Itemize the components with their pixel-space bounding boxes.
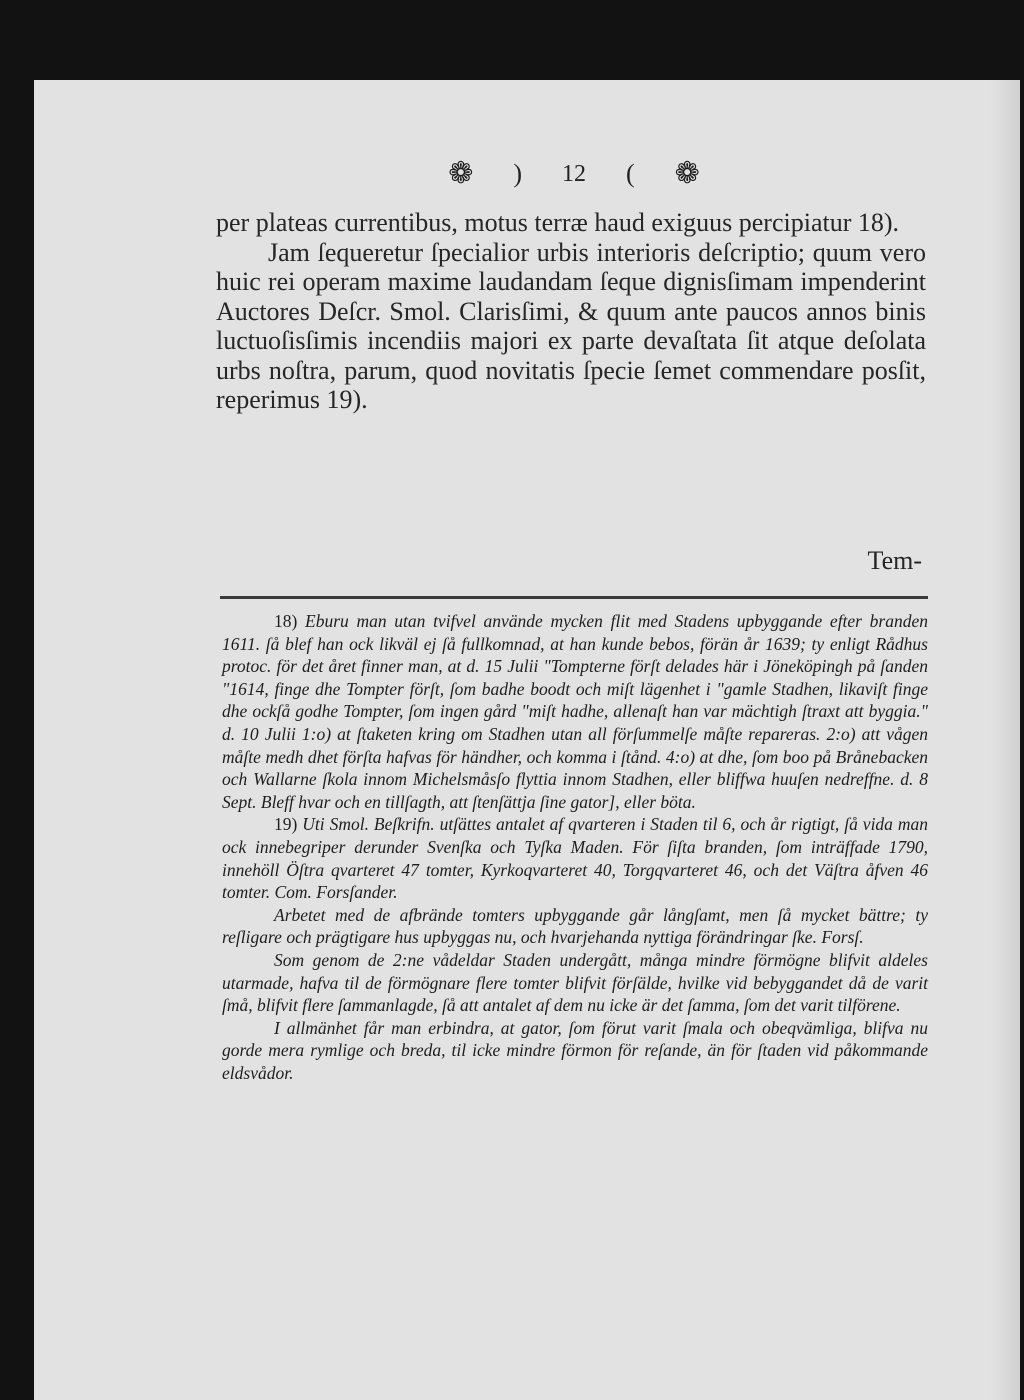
footnote-19-text: Uti Smol. Beſkrifn. utſättes antalet af qvarteren i Staden til 6, och år rigtigt, ſå vida man ock innebegriper derunder Svenſka och Tyſka Maden. För ſiſta branden, ſom inträffade 1790, innehöll Öſtra qvarteret 47 tomter, Kyrkoqvarteret 40, Torgqvarteret 46, och det Väſtra åfven 46 tomter. Com. Forsſander.: [222, 814, 929, 903]
page-number: 12: [562, 160, 586, 187]
catchword: Tem-: [867, 546, 922, 575]
footnote-19: [222, 813, 928, 903]
footnote-rule: [220, 596, 928, 599]
left-bracket: ): [513, 159, 522, 188]
footnote-18-number: 18): [274, 611, 298, 631]
footnote-19-paragraph-2: Arbetet med de afbrände tomters upbyggande går långſamt, men ſå mycket bättre; ty reſligare och prägtigare hus upbyggas nu, och hvarjehanda nyttiga förändringar ſke. Forsſ.: [222, 904, 928, 948]
left-ornament-icon: ❁: [448, 157, 474, 190]
running-head: [394, 156, 754, 192]
footnote-19-number: 19): [274, 814, 298, 835]
footnote-19-paragraph-4: I allmänhet får man erbindra, at gator, ſom förut varit ſmala och obeqvämliga, blifva nu gorde mera rymlige och breda, til icke mindre förmon för reſande, än för ſtaden vid påkommande eldsvådor.: [222, 1017, 928, 1083]
right-bracket: (: [626, 159, 635, 188]
right-ornament-icon: ❁: [674, 157, 700, 190]
book-page: [34, 80, 1020, 1400]
footnote-18: [222, 610, 928, 813]
footnote-19-paragraph-3: Som genom de 2:ne vådeldar Staden undergått, många mindre förmögne blifvit aldeles utarmade, hafva til de förmögnare flere tomter blifvit förſälde, hvilke vid bebyggandet då de varit ſmå, blifvit flere ſammanlagde, ſå att antalet af dem nu icke är det ſamma, ſom det varit tilförene.: [222, 949, 928, 1016]
page-shadow: [990, 80, 1020, 1400]
footnotes: [222, 610, 928, 1084]
paragraph-2: Jam ſequeretur ſpecialior urbis interioris deſcriptio; quum vero huic rei operam maxime laudandam ſeque dignisſimam impenderint Auctores Deſcr. Smol. Clarisſimi, & quum ante paucos annos binis luctuoſisſimis incendiis majori ex parte devaſtata ſit atque deſolata urbs noſtra, parum, quod novitatis ſpecie ſemet commendare posſit, reperimus 19).: [216, 237, 926, 414]
footnote-18-text: Eburu man utan tvifvel använde mycken flit med Stadens upbyggande efter branden 1611. ſå blef han ock likväl ej ſå fullkomnad, at han kunde bebos, förän år 1639; ty enligt Rådhus protoc. för det året finner man, at d. 15 Julii "Tompterne förſt delades här i Jöneköpingh på ſanden "1614, finge dhe Tompter förſt, ſom badhe boodt och miſt lägenhet i "gamle Stadhen, likaviſt finge dhe ockſå godhe Tompter, ſom ingen gård "miſt hadhe, allenaſt han var mächtigh ſtraxt att byggia." d. 10 Julii 1:o) at ſtaketen kring om Stadhen utan all förſummelſe måſte repareras. 2:o) att vågen måſte medh dhet förſta hafvas för händher, och komma i ſtånd. 4:o) at dhe, ſom boo på Brånebacken och Wallarne ſkola innom Michelsmåsſo flyttia innom Stadhen, eller bliffwa huuſen nedreffne. d. 8 Sept. Bleff hvar och en tillſagth, att ſtenſättja ſine gator], eller böta.: [222, 611, 929, 812]
paragraph-1: per plateas currentibus, motus terræ haud exiguus percipiatur 18).: [216, 208, 900, 237]
main-text: [216, 208, 926, 415]
